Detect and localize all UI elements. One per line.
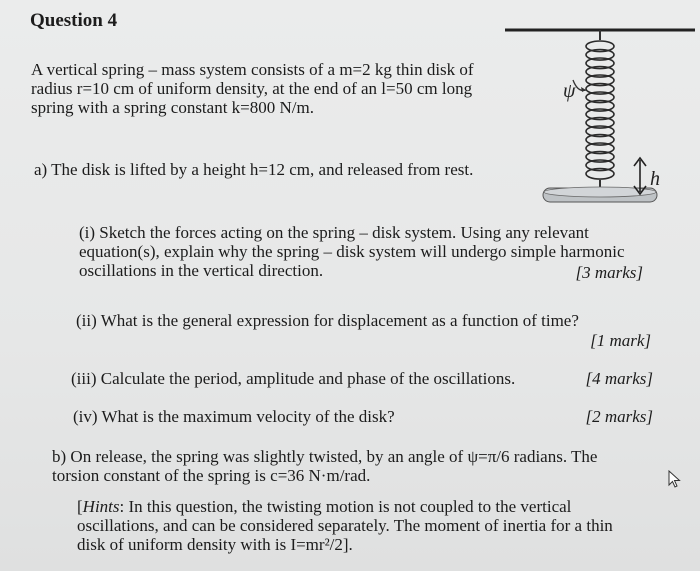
psi-label: ψ [563,80,576,102]
subquestion-iv-marks: [2 marks] [585,407,653,426]
part-a-text: a) The disk is lifted by a height h=12 cm, and released from rest. [34,160,474,179]
twist-arrowhead-icon [581,87,586,92]
subquestion-ii-marks: [1 mark] [590,331,651,350]
mouse-pointer-icon [668,470,682,490]
part-b-text: b) On release, the spring was slightly twisted, by an angle of ψ=π/6 radians. The torsion constant of the spring is c=36 N·m/rad. [52,447,598,485]
subquestion-ii-text: (ii) What is the general expression for displacement as a function of time? [76,311,579,330]
spring-disk-diagram [500,20,700,215]
subquestion-iii-marks: [4 marks] [585,369,653,388]
hints-label: Hints [82,497,120,516]
spring-coils [586,41,614,179]
question-stem: A vertical spring – mass system consists of a m=2 kg thin disk of radius r=10 cm of uniform density, at the end of an l=50 cm long spring with a spring constant k=800 N/m. [31,60,474,117]
subquestion-iv [73,407,653,426]
subquestion-iii [71,369,653,388]
height-double-arrow-icon [634,158,646,194]
question-title: Question 4 [30,10,118,31]
subquestion-ii [76,311,651,350]
hints-paragraph: [Hints: In this question, the twisting motion is not coupled to the vertical oscillations, and can be considered separately. The moment of inertia for a thin disk of uniform density with is I=mr²/2]. [77,497,613,554]
subquestion-i-marks: [3 marks] [575,263,643,282]
subquestion-i-text: (i) Sketch the forces acting on the spring – disk system. Using any relevant equation(s), explain why the spring – disk system will undergo simple harmonic oscillations in the vertical direction. [79,223,625,280]
hints-text: : In this question, the twisting motion is not coupled to the vertical oscillations, and can be considered separately. The moment of inertia for a thin disk of uniform density with is I=mr²/2]. [77,497,613,554]
subquestion-iv-text: (iv) What is the maximum velocity of the disk? [73,407,395,426]
height-label: h [650,168,660,190]
subquestion-i [79,223,643,282]
subquestion-iii-text: (iii) Calculate the period, amplitude and phase of the oscillations. [71,369,516,388]
